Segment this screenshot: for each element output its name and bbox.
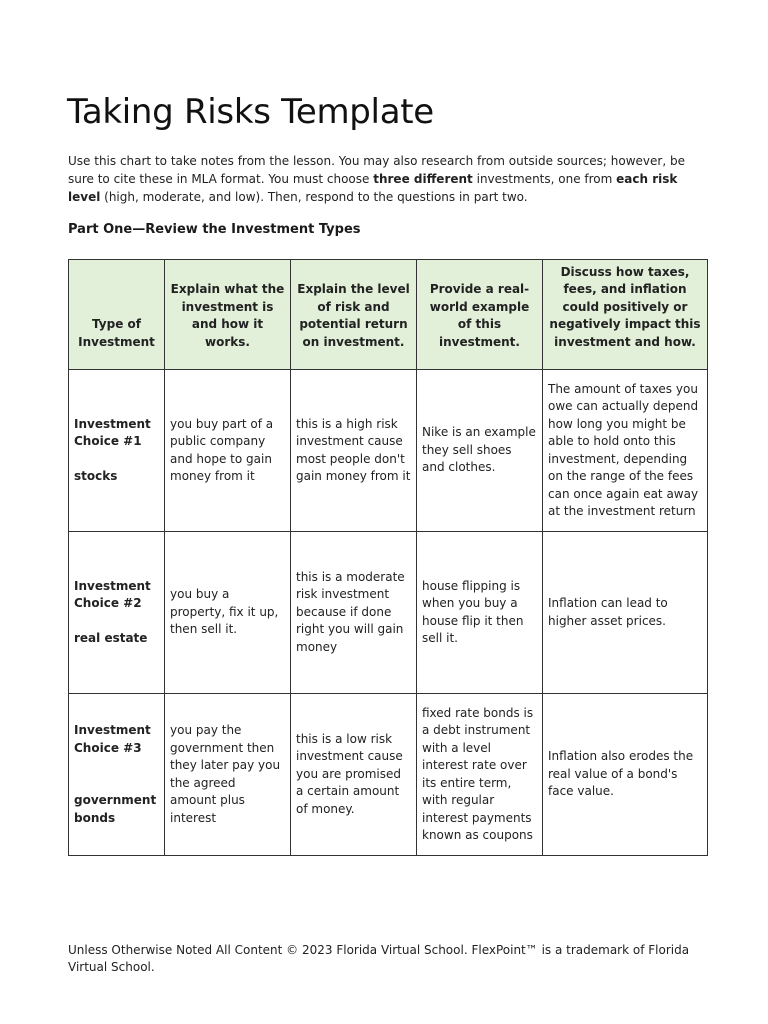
page-title: Taking Risks Template [67,92,434,132]
intro-text-1: Use this chart to take notes from the lesson. You may also research from outside sources; however, be sure to cite these in MLA format. You must choose [68,154,685,186]
intro-bold-1: three different [373,172,473,186]
impact-cell[interactable]: Inflation can lead to higher asset prices. [543,532,708,694]
header-risk: Explain the level of risk and potential return on investment. [291,260,417,370]
impact-cell[interactable]: The amount of taxes you owe can actually depend how long you might be able to hold onto this investment, depending on the range of the fees can once again eat away at the investment return [543,370,708,532]
example-cell[interactable]: fixed rate bonds is a debt instrument with a level interest rate over its entire term, with regular interest payments known as coupons [417,694,543,856]
intro-text-2: investments, one from [472,172,617,186]
footer-copyright: Unless Otherwise Noted All Content © 2023 Florida Virtual School. FlexPoint™ is a trademark of Florida Virtual School. [68,943,690,974]
type-cell [69,370,165,532]
risk-cell[interactable]: this is a low risk investment cause you are promised a certain amount of money. [291,694,417,856]
header-explain: Explain what the investment is and how it works. [165,260,291,370]
example-cell[interactable]: Nike is an example they sell shoes and clothes. [417,370,543,532]
risk-cell[interactable]: this is a high risk investment cause most people don't gain money from it [291,370,417,532]
type-cell [69,694,165,856]
choice-label: Investment Choice #2 [74,578,151,611]
risk-cell[interactable]: this is a moderate risk investment because if done right you will gain money [291,532,417,694]
investment-type: real estate [74,630,148,645]
explain-cell[interactable]: you pay the government then they later pay you the agreed amount plus interest [165,694,291,856]
part-one-heading: Part One—Review the Investment Types [68,222,361,237]
example-cell[interactable]: house flipping is when you buy a house flip it then sell it. [417,532,543,694]
choice-label: Investment Choice #1 [74,416,151,449]
intro-bold-2: each risk level [68,172,678,204]
explain-cell[interactable]: you buy part of a public company and hope to gain money from it [165,370,291,532]
header-example: Provide a real-world example of this investment. [417,260,543,370]
table-row [69,532,708,694]
intro-paragraph [68,152,708,206]
choice-label: Investment Choice #3 [74,723,151,755]
table-row [69,694,708,856]
explain-cell[interactable]: you buy a property, fix it up, then sell it. [165,532,291,694]
impact-cell[interactable]: Inflation also erodes the real value of a bond's face value. [543,694,708,856]
header-impact: Discuss how taxes, fees, and inflation could positively or negatively impact this investment and how. [543,260,708,370]
investment-type: government bonds [74,793,157,825]
type-cell [69,532,165,694]
table-row [69,370,708,532]
header-type: Type of Investment [69,260,165,370]
intro-text-3: (high, moderate, and low). Then, respond to the questions in part two. [100,190,528,204]
investment-types-table [68,259,708,856]
table-header-row [69,260,708,370]
investment-type: stocks [74,468,118,483]
